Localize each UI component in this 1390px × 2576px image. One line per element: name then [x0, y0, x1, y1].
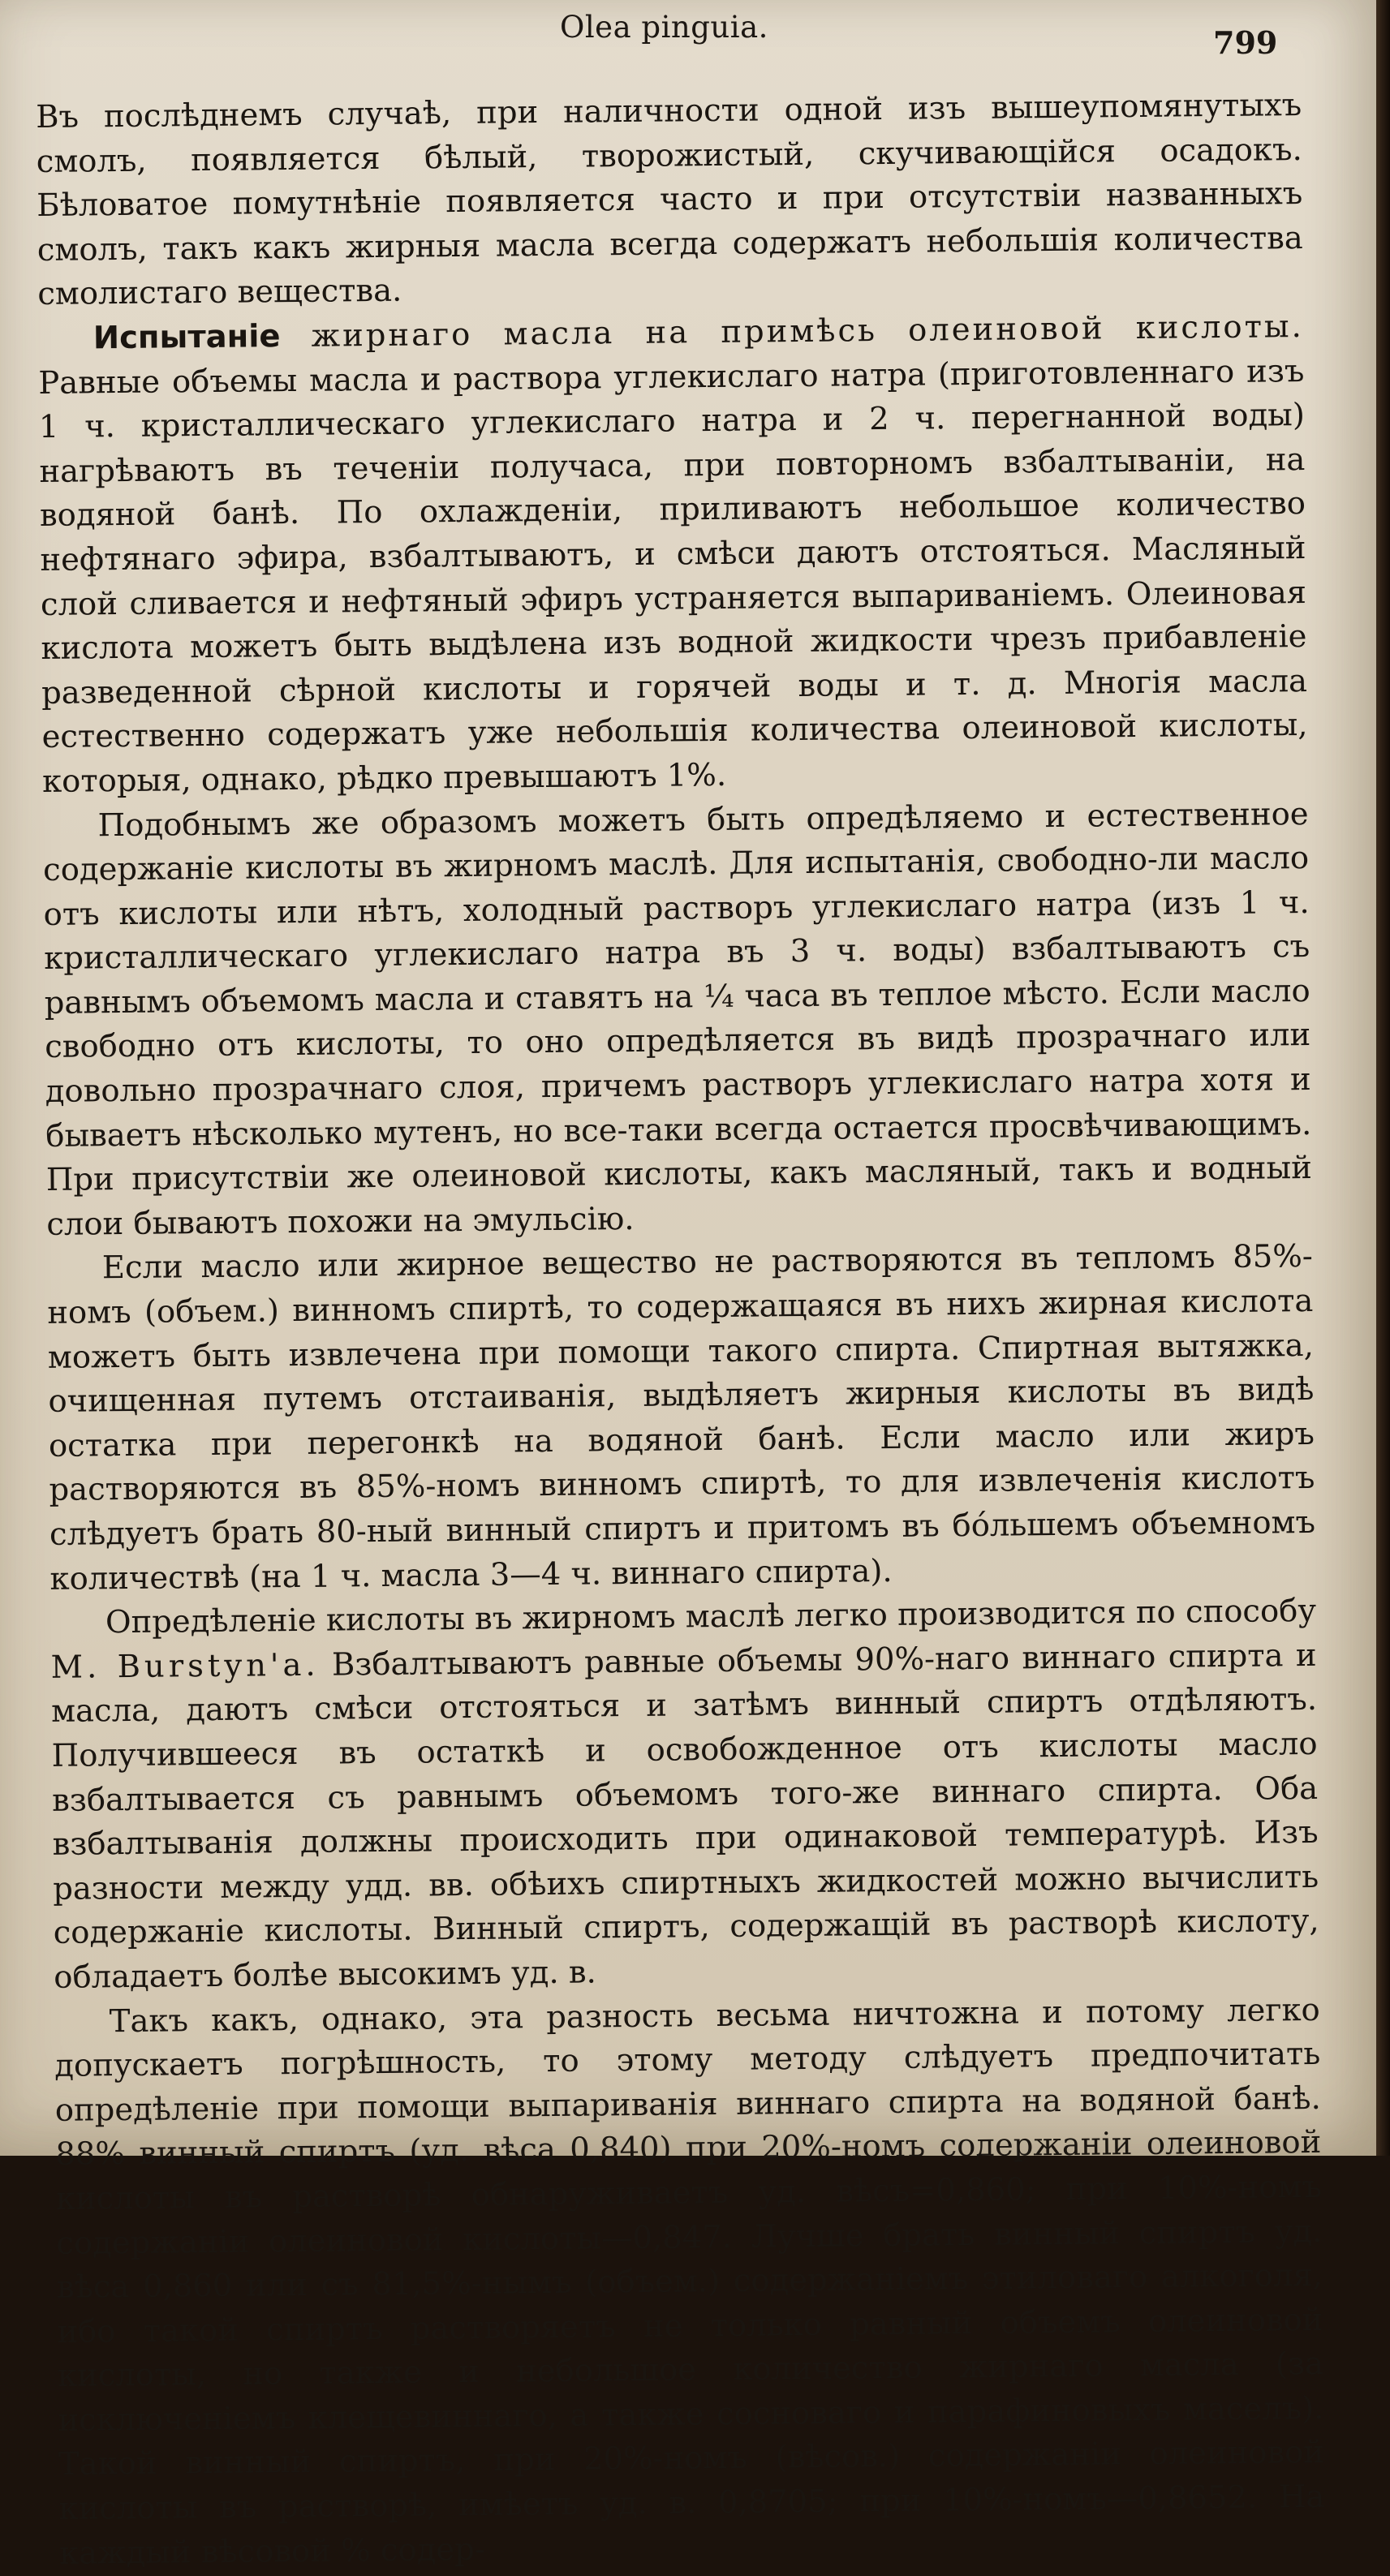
author-name: M. Burstyn'a. — [50, 1646, 320, 1686]
page-number: 799 — [1213, 24, 1278, 61]
paragraph-oleic-acid-test — [38, 305, 1309, 804]
section-lead-term: Испытаніе — [93, 318, 281, 357]
page-edge-shadow — [1376, 0, 1390, 2156]
section-lead-spaced: жирнаго масла на примѣсь олеиновой кислоты. — [280, 307, 1305, 355]
paragraph-body: Равные объемы масла и раствора углекислаго натра (приготовленнаго изъ 1 ч. кристаллическаго углекислаго натра и 2 ч. перегнанной воды) нагрѣваютъ въ теченіи получаса, при повторномъ взбалтываніи, на водяной банѣ. По охлажденіи, приливаютъ небольшое количество нефтянаго эфира, взбалтываютъ, и смѣси даютъ отстояться. Масляный слой сливается и нефтяный эфиръ устраняется выпариваніемъ. Олеиновая кислота можетъ быть выдѣлена изъ водной жидкости чрезъ прибавленіе разведенной сѣрной кислоты и горячей воды и т. д. Многія масла естественно содержатъ уже небольшія количества олеиновой кислоты, которыя, однако, рѣдко превышаютъ 1%. — [38, 352, 1308, 800]
paragraph-alcohol-extraction: Если масло или жирное вещество не растворяются въ тепломъ 85%-номъ (объем.) винномъ спиртѣ, то содержащаяся въ нихъ жирная кислота можетъ быть извлечена при помощи такого спирта. Спиртная вытяжка, очищенная путемъ отстаиванія, выдѣляетъ жирныя кислоты въ видѣ остатка при перегонкѣ на водяной банѣ. Если масло или жиръ растворяются въ 85%-номъ винномъ спиртѣ, то для извлеченія кислотъ слѣдуетъ брать 80-ный винный спиртъ и притомъ въ бóльшемъ объемномъ количествѣ (на 1 ч. масла 3—4 ч. виннаго спирта). — [47, 1238, 1316, 1598]
running-head — [0, 10, 1376, 61]
paragraph-body-end: Взбалтываютъ равные объемы 90%-наго виннаго спирта и масла, даютъ смѣси отстояться и затѣмъ винный спиртъ отдѣляютъ. Получившееся въ остаткѣ и освобожденное отъ кислоты масло взбалтывается съ равнымъ объемомъ того-же виннаго спирта. Оба взбалтыванія должны происходить при одинаковой температурѣ. Изъ разности между удд. вв. обѣихъ спиртныхъ жидкостей можно вычислить содержаніе кислоты. Винный спиртъ, содержащій въ растворѣ кислоту, обладаетъ болѣе высокимъ уд. в. — [50, 1636, 1319, 1996]
paragraph-evaporation-method: Такъ какъ, однако, эта разность весьма ничтожна и потому легко допускаетъ погрѣшность, то этому методу слѣдуетъ предпочитать опредѣленіе при помощи выпариванія виннаго спирта на водяной банѣ. 88% винный спиртъ (уд. вѣса 0,840) при 20%-номъ содержаніи олеиновой кислоты въ растворѣ обнаруживаетъ уд. вѣсъ=0,860; при 10%-номъ содержаніи олеиновой кислоты—0,847. Лучше брать винный спиртъ уд. вѣса 0,860 или съ 81,5%-нымъ (объем.) содержаніемъ этиловаго алкоголя, ибо такой спиртъ растворяетъ не только равный объемъ олеиновой кислоты, но также и небольшое количество жирнаго масла (за исключеніемъ клещевиннаго, а также сосноваго и парафиновыхъ маселъ). Такой винный спиртъ, при 20%-номъ (вѣсов.) содержаніи олеиновой кислоты въ растворѣ, имѣетъ уд. в. 0,8705; при 10%-номъ—0,8652. На каждый вѣсовой % содер- — [54, 1991, 1325, 2572]
body-text — [36, 84, 1325, 2576]
paragraph-burstyn-method — [50, 1589, 1320, 2000]
running-title: Olea pinguia. — [560, 10, 768, 45]
paragraph-resin-precipitate: Въ послѣднемъ случаѣ, при наличности одной изъ вышеупомянутыхъ смолъ, появляется бѣлый, творожистый, скучивающійся осадокъ. Бѣловатое помутнѣніе появляется часто и при отсутствіи названныхъ смолъ, такъ какъ жирныя масла всегда содержатъ небольшія количества смолистаго вещества. — [36, 87, 1303, 313]
paragraph-body-start: Опредѣленіе кислоты въ жирномъ маслѣ легко производится по способу — [105, 1593, 1317, 1641]
paragraph-natural-acid-content: Подобнымъ же образомъ можетъ быть опредѣляемо и естественное содержаніе кислоты въ жирномъ маслѣ. Для испытанія, свободно-ли масло отъ кислоты или нѣтъ, холодный растворъ углекислаго натра (изъ 1 ч. кристаллическаго углекислаго натра въ 3 ч. воды) взбалтываютъ съ равнымъ объемомъ масла и ставятъ на ¼ часа въ теплое мѣсто. Если масло свободно отъ кислоты, то оно опредѣляется въ видѣ прозрачнаго или довольно прозрачнаго слоя, причемъ растворъ углекислаго натра хотя и бываетъ нѣсколько мутенъ, но все-таки всегда остается просвѣчивающимъ. При присутствіи же олеиновой кислоты, какъ масляный, такъ и водный слои бываютъ похожи на эмульсію. — [42, 795, 1312, 1243]
